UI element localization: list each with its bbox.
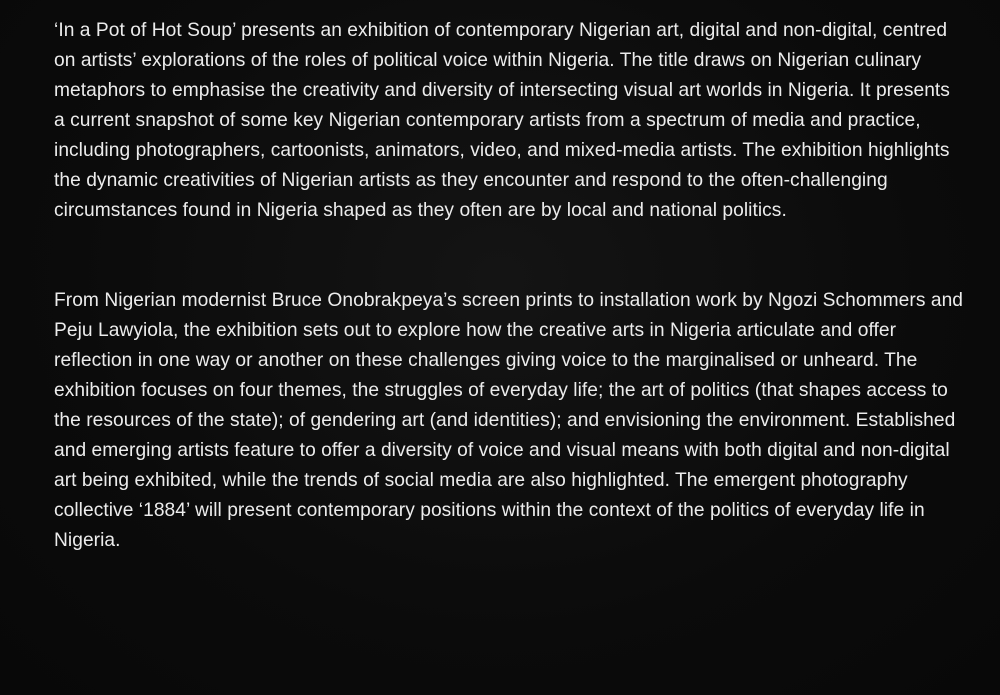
themes-paragraph: From Nigerian modernist Bruce Onobrakpeya’s screen prints to installation work by Ngozi Schommers and Peju Lawyiola, the exhibition sets out to explore how the creative arts in Nigeria articulate and offer reflection in one way or another on these challenges giving voice to the marginalised or unheard. The exhibition focuses on four themes, the struggles of everyday life; the art of politics (that shapes access to the resources of the state); of gendering art (and identities); and envisioning the environment. Established and emerging artists feature to offer a diversity of voice and visual means with both digital and non-digital art being exhibited, while the trends of social media are also highlighted. The emergent photography collective ‘1884’ will present contemporary positions within the context of the politics of everyday life in Nigeria. — [54, 290, 964, 551]
article-body — [54, 16, 966, 556]
intro-paragraph: ‘In a Pot of Hot Soup’ presents an exhibition of contemporary Nigerian art, digital and non-digital, centred on artists’ explorations of the roles of political voice within Nigeria. The title draws on Nigerian culinary metaphors to emphasise the creativity and diversity of intersecting visual art worlds in Nigeria. It presents a current snapshot of some key Nigerian contemporary artists from a spectrum of media and practice, including photographers, cartoonists, animators, video, and mixed-media artists. The exhibition highlights the dynamic creativities of Nigerian artists as they encounter and respond to the often-challenging circumstances found in Nigeria shaped as they often are by local and national politics. — [54, 20, 950, 221]
